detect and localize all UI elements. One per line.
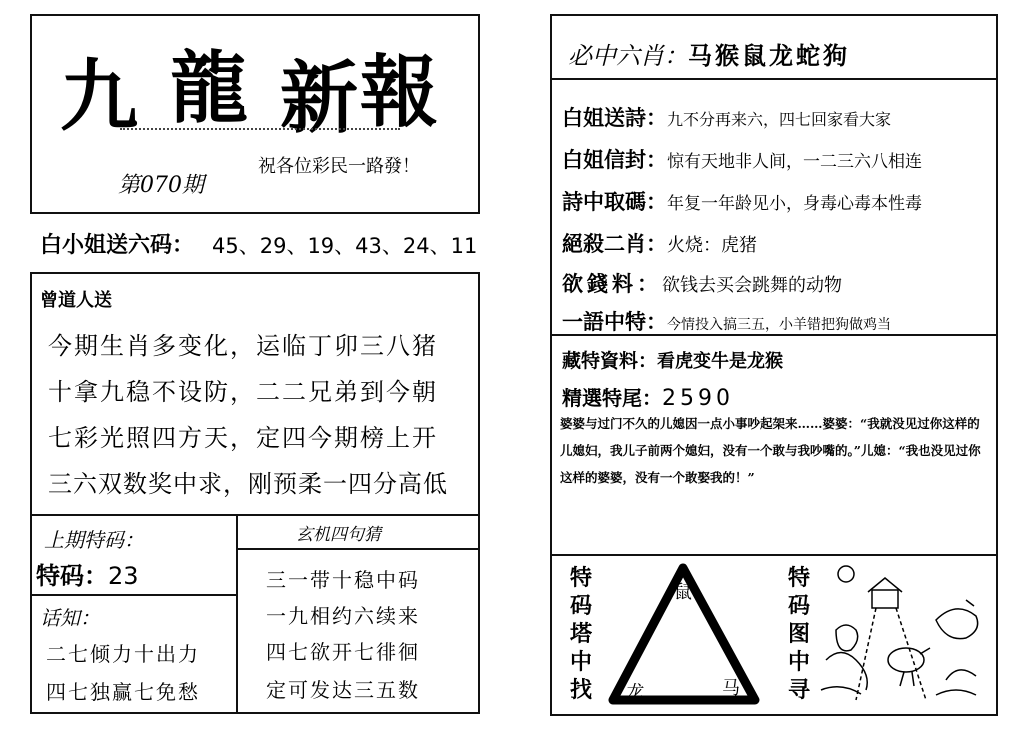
last-special-value: 23 — [108, 562, 139, 590]
picture-side-char-3: 图 — [787, 621, 810, 647]
bird-icon — [888, 648, 924, 672]
six-zodiac-value: 马猴鼠龙蛇狗 — [688, 41, 850, 70]
riddle-illustration — [816, 560, 992, 710]
tail-value: 2590 — [662, 386, 734, 411]
entry-5-value: 欲钱去买会跳舞的动物 — [662, 275, 842, 296]
tail-label: 精選特尾： — [562, 386, 662, 410]
six-codes-label: 白小姐送六码： — [40, 232, 195, 258]
riddle-line-4: 定可发达三五数 — [266, 678, 420, 702]
last-special-label: 上期特码： — [44, 528, 144, 552]
masthead-char-3: 新 — [280, 53, 361, 144]
poem-line-1: 今期生肖多变化，运临丁卯三八猪 — [48, 332, 438, 360]
masthead-char-1: 九 — [60, 51, 141, 142]
last-special-row — [36, 556, 139, 591]
tail-row — [562, 382, 734, 411]
entry-1-label: 白姐送詩： — [562, 105, 667, 130]
riddle-title: 玄机四句猜 — [296, 525, 381, 545]
six-zodiac-label: 必中六肖： — [568, 42, 688, 70]
entry-6 — [562, 306, 891, 336]
riddle-line-1: 三一带十稳中码 — [266, 568, 420, 592]
entries-divider — [550, 334, 998, 336]
bottom-grid-middle — [236, 514, 238, 714]
pyramid-side-char-5: 找 — [569, 677, 592, 703]
secret-label: 藏特資料： — [562, 350, 658, 372]
saying-line-1: 二七倾力十出力 — [46, 642, 200, 666]
entry-2 — [562, 144, 922, 174]
pyramid-side-char-2: 码 — [569, 593, 592, 619]
zodiac-divider — [550, 78, 998, 80]
entry-4 — [562, 228, 757, 258]
pyramid-top: 鼠 — [674, 582, 692, 603]
sun-icon — [838, 566, 854, 582]
bottom-section-divider — [550, 554, 998, 556]
entry-3 — [562, 186, 922, 216]
picture-side-label — [784, 564, 814, 704]
entry-2-value: 惊有天地非人间，一二三六八相连 — [667, 152, 922, 172]
bottom-grid-top — [30, 514, 480, 516]
riddle-line-3: 四七欲开七徘徊 — [266, 640, 420, 664]
riddle-title-divider — [236, 548, 480, 550]
entry-1-value: 九不分再来六，四七回家看大家 — [667, 110, 892, 129]
masthead-title — [60, 34, 441, 144]
pyramid-side-char-3: 塔 — [569, 621, 592, 647]
entry-2-label: 白姐信封： — [562, 147, 667, 172]
story-text: 婆婆与过门不久的儿媳因一点小事吵起架来……婆婆：“我就没见过你这样的儿媳妇，我儿子前两个媳妇，没有一个敢与我吵嘴的。”儿媳：“我也没见过你这样的婆婆，没有一个敢娶我的！” — [560, 416, 981, 485]
pyramid-side-label — [566, 564, 596, 704]
pyramid-bottom-left: 龙 — [624, 682, 642, 703]
issue-number: 第070期 — [118, 173, 204, 198]
riddle-line-2: 一九相约六续来 — [266, 604, 420, 628]
house-icon — [872, 590, 898, 608]
entry-4-value: 火烧：虎猪 — [667, 235, 757, 256]
poem-line-4: 三六双数奖中求，刚预柔一四分高低 — [48, 470, 448, 498]
poem-header: 曾道人送 — [40, 290, 112, 311]
bottom-left-divider — [30, 594, 236, 596]
poem-line-2: 十拿九稳不设防，二二兄弟到今朝 — [48, 378, 438, 406]
picture-side-char-1: 特 — [787, 565, 810, 591]
entry-4-label: 絕殺二肖： — [562, 231, 667, 256]
saying-line-2: 四七独赢七免愁 — [46, 680, 200, 704]
entry-6-value: 今情投入搞三五，小羊错把狗做鸡当 — [667, 317, 891, 333]
entry-5 — [562, 268, 842, 298]
saying-label: 话知： — [40, 606, 100, 630]
pyramid-side-char-4: 中 — [569, 649, 592, 675]
entry-1 — [562, 102, 891, 132]
entry-3-value: 年复一年龄见小，身毒心毒本性毒 — [667, 194, 922, 214]
picture-side-char-5: 寻 — [787, 677, 810, 703]
pyramid-bottom-right: 马 — [722, 678, 740, 699]
pyramid-side-char-1: 特 — [569, 565, 592, 591]
masthead-underline — [120, 128, 400, 134]
masthead-char-2: 龍 — [170, 43, 251, 134]
entry-3-label: 詩中取碼： — [562, 189, 667, 214]
picture-side-char-2: 码 — [787, 593, 810, 619]
entry-5-label: 欲錢料： — [562, 271, 662, 296]
poem-line-3: 七彩光照四方天，定四今期榜上开 — [48, 424, 438, 452]
six-zodiac-row — [568, 36, 850, 71]
picture-side-char-4: 中 — [787, 649, 810, 675]
secret-row — [562, 346, 783, 373]
entry-6-label: 一語中特： — [562, 309, 667, 334]
six-codes-value: 45、29、19、43、24、11 — [212, 234, 478, 258]
last-special-value-label: 特码： — [36, 561, 108, 590]
greeting: 祝各位彩民一路發！ — [258, 156, 420, 177]
masthead-char-4: 報 — [360, 47, 441, 138]
secret-value: 看虎变牛是龙猴 — [657, 351, 784, 372]
